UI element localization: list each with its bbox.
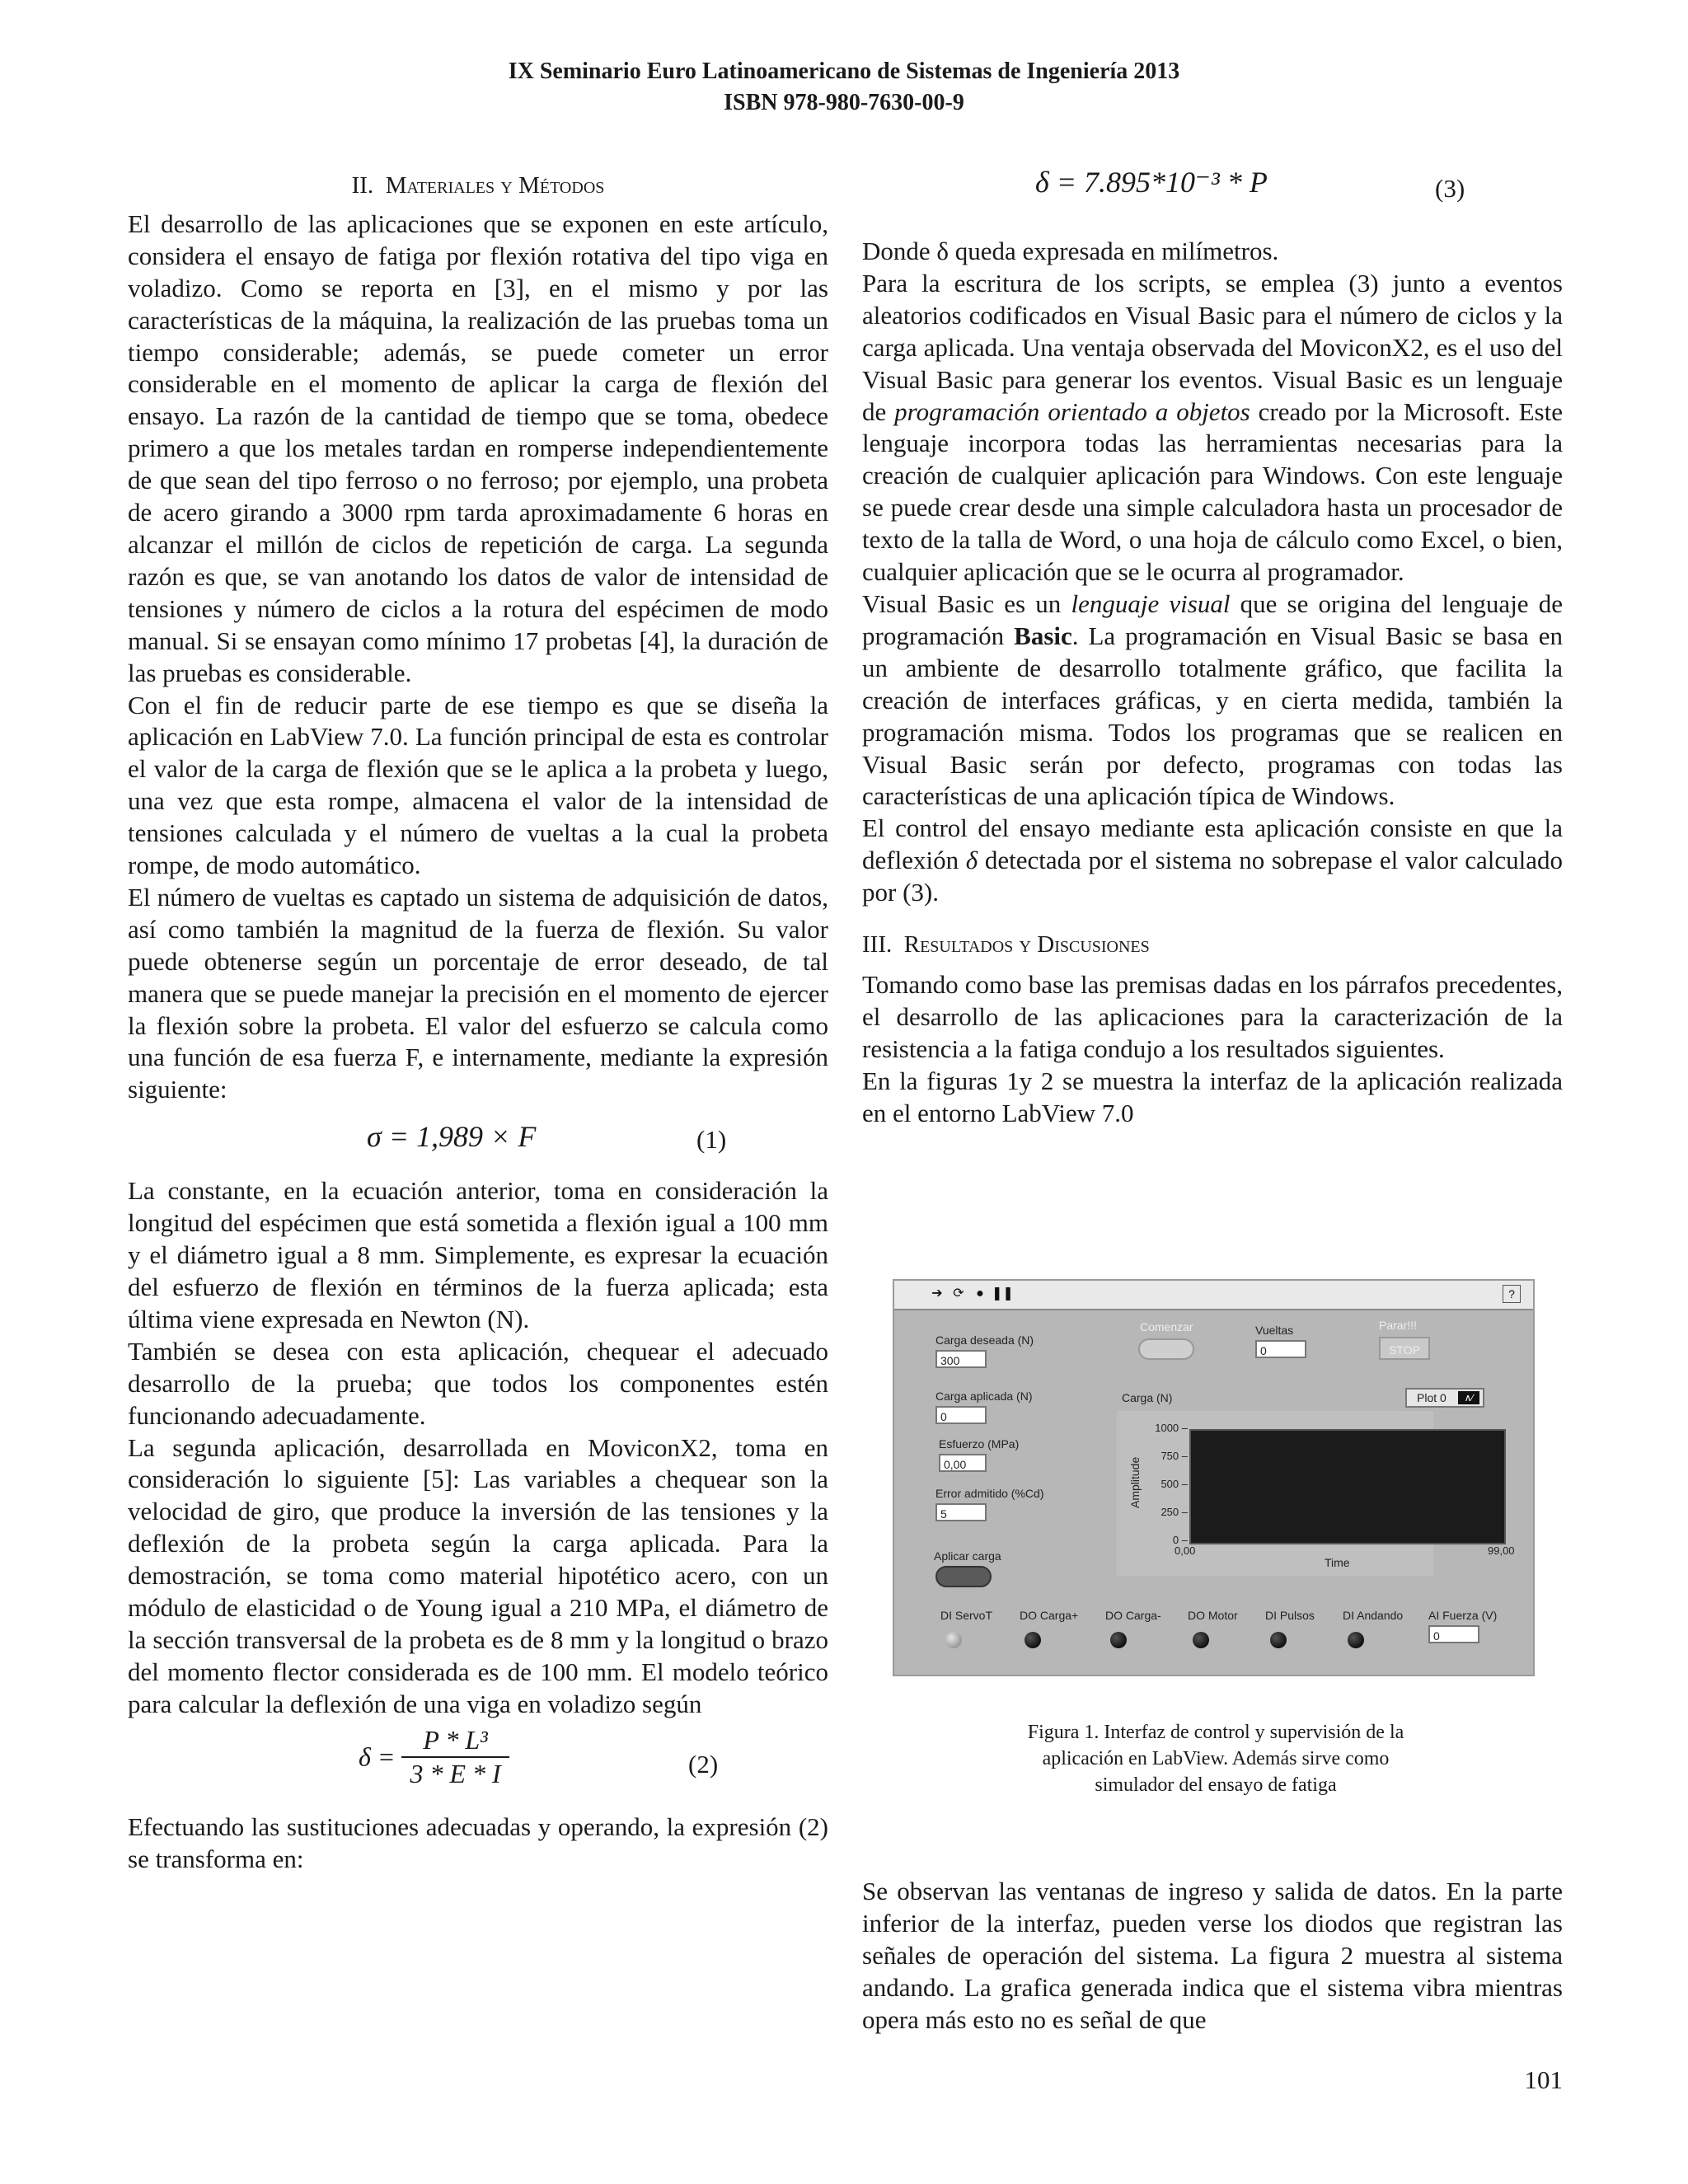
- labview-panel: [893, 1279, 1535, 1676]
- legend-label: Plot 0: [1417, 1391, 1447, 1404]
- help-icon[interactable]: ?: [1503, 1285, 1521, 1303]
- led-label: DI Pulsos: [1265, 1609, 1315, 1622]
- vueltas-field: 0: [1255, 1340, 1306, 1358]
- error-admitido-label: Error admitido (%Cd): [935, 1487, 1044, 1500]
- equation-3: δ = 7.895*10⁻³ * P (3): [1035, 166, 1465, 203]
- carga-deseada-label: Carga deseada (N): [935, 1333, 1034, 1347]
- run-arrow-icon[interactable]: ➔: [931, 1286, 943, 1301]
- run-continuous-icon[interactable]: ⟳: [953, 1286, 964, 1301]
- paragraph: Para la escritura de los scripts, se emplea (3) junto a eventos aleatorios codificados en Visual Basic para el número de ciclos y la carga aplicada. Una ventaja observada del MoviconX2, es el uso del Visual Basic para generar los eventos. Visual Basic es un lenguaje de programación orientado a objetos creado por la Microsoft. Este lenguaje incorpora todas las herramientas necesarias para la creación de cualquier aplicación para Windows. Con este lenguaje se puede crear desde una simple calculadora hasta un procesador de texto de la talla de Word, o una hoja de cálculo como Excel, o bien, cualquier aplicación que se le ocurra al programador.: [862, 268, 1563, 587]
- plot-area: [1189, 1429, 1506, 1544]
- led-indicator-icon: [1025, 1632, 1041, 1648]
- chart-legend: [1405, 1388, 1484, 1408]
- left-column: [128, 170, 828, 1876]
- equation-1: σ = 1,989 × F (1): [367, 1120, 727, 1155]
- isbn: ISBN 978-980-7630-00-9: [724, 90, 964, 115]
- led-label: DO Carga+: [1020, 1609, 1079, 1622]
- x-axis-label: Time: [1325, 1556, 1350, 1569]
- aplicar-carga-label: Aplicar carga: [934, 1549, 1001, 1563]
- ai-fuerza-field: 0: [1428, 1625, 1479, 1643]
- fraction: $\frac{\text{P * L³}}{3 * E * I}$: [401, 1724, 509, 1790]
- conference-title: IX Seminario Euro Latinoamericano de Sistemas de Ingeniería 2013: [508, 59, 1180, 84]
- led-label: DI Andando: [1343, 1609, 1404, 1622]
- stop-button[interactable]: STOP: [1379, 1337, 1430, 1360]
- section-heading-iii: III. Resultados y Discusiones: [862, 931, 1150, 958]
- page-header: [0, 56, 1688, 119]
- abort-icon[interactable]: ●: [976, 1286, 984, 1301]
- led-label: DI ServoT: [940, 1609, 993, 1622]
- carga-aplicada-label: Carga aplicada (N): [935, 1390, 1033, 1403]
- y-axis-label: Amplitude: [1128, 1456, 1142, 1508]
- paragraph: Efectuando las sustituciones adecuadas y operando, la expresión (2) se transforma en:: [128, 1811, 828, 1873]
- comenzar-label: Comenzar: [1140, 1320, 1193, 1333]
- paragraph: El número de vueltas es captado un sistema de adquisición de datos, así como también la magnitud de la fuerza de flexión. Su valor puede obtenerse según un porcentaje de error deseado, de tal manera que se puede manejar la precisión en el momento de ejercer la flexión sobre la probeta. El valor del esfuerzo se calcula como una función de esa fuerza F, e internamente, mediante la expresión siguiente:: [128, 882, 828, 1104]
- x-tick-label: 0,00: [1175, 1544, 1196, 1557]
- led-label: DO Carga-: [1105, 1609, 1161, 1622]
- pause-icon[interactable]: ❚❚: [992, 1286, 1014, 1301]
- carga-aplicada-field: 0: [935, 1406, 987, 1424]
- led-indicator-icon: [1193, 1632, 1209, 1648]
- y-tick-label: 1000 –: [1155, 1422, 1188, 1434]
- paragraph: La constante, en la ecuación anterior, toma en consideración la longitud del espécimen que está sometida a flexión igual a 100 mm y el diámetro igual a 8 mm. Simplemente, es expresar la ecuación del esfuerzo de flexión en términos de la fuerza aplicada; esta última viene expresada en Newton (N).: [128, 1176, 828, 1333]
- labview-toolbar: [894, 1281, 1533, 1310]
- paragraph: El desarrollo de las aplicaciones que se exponen en este artículo, considera el ensayo de fatiga por flexión rotativa del tipo viga en voladizo. Como se reporta en [3], en el mismo y por las características de la máquina, la realización de las pruebas toma un tiempo considerable; además, se puede cometer un error considerable en el momento de aplicar la carga de flexión del ensayo. La razón de la cantidad de tiempo que se toma, obedece primero a que los metales tardan en romperse independientemente de que sean del tipo ferroso o no ferroso; por ejemplo, una probeta de acero girando a 3000 rpm tarda aproximadamente 6 horas en alcanzar el millón de ciclos de repetición de carga. La segunda razón es que, se van anotando los datos de valor de intensidad de tensiones y número de ciclos a la rotura del espécimen de modo manual. Si se ensayan como mínimo 17 probetas [4], la duración de las pruebas es considerable.: [128, 209, 828, 687]
- y-tick-label: 0 –: [1172, 1534, 1188, 1546]
- paragraph: Visual Basic es un lenguaje visual que se origina del lenguaje de programación Basic. La programación en Visual Basic se basa en un ambiente de desarrollo totalmente gráfico, que facilita la creación de interfaces gráficas, y en cierta medida, también la programación misma. Todos los programas que se realicen en Visual Basic serán por defecto, programas con todas las características de una aplicación típica de Windows.: [862, 588, 1564, 811]
- led-label: DO Motor: [1188, 1609, 1238, 1622]
- paragraph: Con el fin de reducir parte de ese tiempo es que se diseña la aplicación en LabView 7.0. La función principal de esta es controlar el valor de la carga de flexión que se le aplica a la probeta y luego, una vez que esta rompe, almacena el valor de la intensidad de tensiones calculada y el número de vueltas a la cual la probeta rompe, de modo automático.: [128, 690, 828, 880]
- ai-fuerza-label: AI Fuerza (V): [1428, 1609, 1498, 1622]
- y-tick-label: 500 –: [1160, 1478, 1188, 1490]
- equation-2: δ = $\frac{\text{P * L³}}{3 * E * I}$ (2): [359, 1724, 719, 1788]
- led-indicator-icon: [1348, 1632, 1364, 1648]
- paragraph: Se observan las ventanas de ingreso y salida de datos. En la parte inferior de la interfaz, pueden verse los diodos que registran las señales de operación del sistema. La figura 2 muestra al sistema andando. La grafica generada indica que el sistema vibra mientras opera más esto no es señal de que: [862, 1877, 1563, 2034]
- section-heading-ii: II. Materiales y Métodos: [351, 172, 605, 199]
- paragraph: La segunda aplicación, desarrollada en MoviconX2, toma en consideración lo siguiente [5]: Las variables a chequear son la velocidad de giro, que produce la inversión de las tensiones y la deflexión de la probeta según la carga aplicada. Para la demostración, se toma como material hipotético acero, con un módulo de elasticidad o de Young igual a 210 MPa, el diámetro de la sección transversal de la probeta es de 8 mm y la longitud o brazo del momento flector considerada es de 100 mm. El modelo teórico para calcular la deflexión de una viga en voladizo según: [128, 1432, 828, 1718]
- right-column: [862, 166, 1564, 1129]
- parar-label: Parar!!!: [1379, 1319, 1417, 1332]
- paragraph: También se desea con esta aplicación, chequear el adecuado desarrollo de la prueba; que todos los componentes estén funcionando adecuadamente.: [128, 1336, 828, 1430]
- carga-deseada-field[interactable]: 300: [935, 1350, 987, 1368]
- comenzar-button[interactable]: [1138, 1338, 1194, 1360]
- chart-title: Carga (N): [1122, 1391, 1173, 1404]
- esfuerzo-field: 0,00: [939, 1454, 987, 1472]
- page-number: 101: [1524, 2065, 1563, 2094]
- y-tick-label: 750 –: [1160, 1450, 1188, 1462]
- led-indicator-icon: [1270, 1632, 1287, 1648]
- paragraph: Tomando como base las premisas dadas en los párrafos precedentes, el desarrollo de las aplicaciones para la caracterización de la resistencia a la fatiga condujo a los resultados siguientes.: [862, 969, 1563, 1063]
- paragraph: El control del ensayo mediante esta aplicación consiste en que la deflexión δ detectada por el sistema no sobrepase el valor calculado por (3).: [862, 813, 1563, 907]
- paragraph: En la figuras 1y 2 se muestra la interfaz de la aplicación realizada en el entorno LabView 7.0: [862, 1066, 1563, 1127]
- right-column-bottom: [862, 1876, 1563, 2036]
- figure-caption: Figura 1. Interfaz de control y supervisión de la aplicación en LabView. Además sirve como simulador del ensayo de fatiga: [1027, 1722, 1404, 1796]
- error-admitido-field[interactable]: 5: [935, 1503, 987, 1521]
- led-indicator-icon: [945, 1632, 962, 1648]
- paragraph: Donde δ queda expresada en milímetros.: [862, 237, 1279, 265]
- led-indicator-icon: [1110, 1632, 1127, 1648]
- legend-swatch-icon: ∧∕: [1458, 1391, 1479, 1404]
- aplicar-carga-toggle[interactable]: [935, 1566, 992, 1587]
- vueltas-label: Vueltas: [1255, 1324, 1294, 1337]
- y-tick-label: 250 –: [1160, 1506, 1188, 1518]
- x-tick-label: 99,00: [1488, 1544, 1515, 1557]
- esfuerzo-label: Esfuerzo (MPa): [939, 1437, 1020, 1451]
